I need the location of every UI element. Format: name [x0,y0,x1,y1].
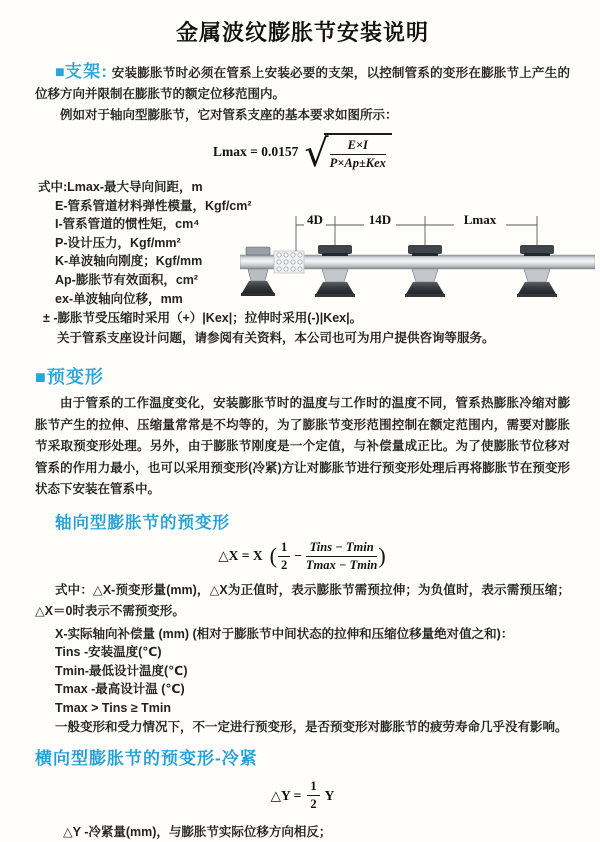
dim-label-4d: 4D [307,212,323,227]
dim-label-14d: 14D [368,212,392,227]
one-half-denominator: 2 [280,557,288,572]
support-example-line: 例如对于轴向型膨胀节，它对管系支座的基本要求如图所示： [60,108,398,122]
axial-subheading: 轴向型膨胀节的预变形 [55,513,230,532]
axial-def-line: Tmax -最高设计温 (℃) [55,682,185,697]
consulting-note: 关于管系支座设计问题，请参阅有关资料，本公司也可为用户提供咨询等服务。 [57,331,495,346]
lateral-subheading: 横向型膨胀节的预变形-冷紧 [35,749,258,769]
page-title: 金属波纹膨胀节安装说明 [175,20,429,45]
lateral-fraction-numerator: 1 [307,779,319,796]
lmax-formula [213,131,392,175]
lmax-fraction-numerator: E×I [330,138,386,155]
where-line: 式中:Lmax-最大导向间距，m [38,180,203,194]
one-half-numerator: 1 [278,540,290,557]
lateral-formula [271,779,335,812]
axial-explanation: 式中：△X-预变形量(mm)，△X为正值时，表示膨胀节需预拉伸；为负值时，表示需预压缩；△X＝0时表示不需预变形。 [35,582,570,619]
lateral-fraction-denominator: 2 [310,797,317,812]
axial-def-line: 一般变形和受力情况下，不一定进行预变形，是否预变形对膨胀节的疲劳寿命几乎没有影响。 [55,719,568,734]
where-line: I-管系管道的惯性矩，cm⁴ [55,217,200,232]
dim-label-lmax: Lmax [463,212,497,227]
support-paragraph [35,61,570,105]
open-paren: ( [269,543,277,569]
pipe-support-diagram [240,209,595,306]
axial-formula [218,540,386,573]
where-line: Ap-膨胀节有效面积，cm² [55,272,199,287]
temperature-fraction-numerator: Tins − Tmin [306,540,377,557]
bellows-expansion-joint [274,251,304,273]
axial-definitions [35,625,570,737]
where-line: ex-单波轴向位移，mm [55,291,183,306]
axial-formula-row [35,540,570,573]
axial-def-line: Tmin-最低设计温度(℃) [55,663,188,678]
axial-def-line: Tins -安装温度(℃) [55,645,162,660]
square-bullet-icon: ■ [35,367,47,388]
axial-formula-lhs: △X = X [218,548,263,564]
lateral-formula-row [35,779,570,812]
axial-def-line: X-实际轴向补偿量 (mm) (相对于膨胀节中间状态的拉伸和压缩位移量绝对值之和)： [55,626,514,641]
axial-def-line: Tmax > Tins ≥ Tmin [55,701,172,716]
support-heading-label: 支架: [64,62,109,81]
minus-operator: − [294,548,302,564]
radical-icon: √ [304,131,329,175]
anchor-support [241,247,275,296]
support-intro-text: 安装膨胀节时必须在管系上安装必要的支架，以控制管系的变形在膨胀节上产生的位移方向并限制在膨胀节的额定位移范围内。 [35,66,570,101]
lmax-formula-lhs: Lmax = 0.0157 [213,144,299,159]
definitions-and-diagram [35,178,570,349]
plus-minus-note: ± -膨胀节受压缩时采用（+）|Kex|；拉伸时采用(-)|Kex|。 [43,311,363,326]
lmax-fraction-denominator: P×Ap±Kex [329,156,386,170]
support-heading [55,62,108,81]
predeform-heading [35,363,570,389]
lateral-formula-rhs: Y [324,787,335,803]
lmax-radicand [324,133,392,171]
lmax-formula-row [35,131,570,175]
close-paren: ) [378,543,386,569]
guide-support [405,245,445,297]
temperature-fraction-denominator: Tmax − Tmin [305,557,378,572]
square-bullet-icon: ■ [55,64,65,81]
lmax-fraction [330,138,386,171]
where-line: K-单波轴向刚度；Kgf/mm [55,254,203,269]
predeform-heading-label: 预变形 [46,367,104,388]
lateral-one-half-fraction [307,779,319,812]
guide-support [315,245,355,297]
predeform-body: 由于管系的工作温度变化，安装膨胀节时的温度与工作时的温度不同，管系热膨胀冷缩对膨胀节产生的拉伸、压缩量常常是不均等的，为了膨胀节变形范围控制在额定范围内，需要对膨胀节采取预变形处理。另外，由于膨胀节刚度是一个定值，与补偿量成正比。为了使膨胀节位移对管系的作用力最小，也可以采用预变形(冷紧)方让对膨胀节进行预变形处理后再将膨胀节在预变形状态下安装在管系中。 [35,396,570,497]
cold-tightening-note: △Y -冷紧量(mm)，与膨胀节实际位移方向相反； [63,825,332,840]
where-line: P-设计压力，Kgf/mm² [55,235,181,250]
lateral-formula-lhs: △Y = [270,787,302,803]
where-line: E-管系管道材料弹性模量，Kgf/cm² [55,198,252,213]
one-half-fraction [278,540,290,573]
temperature-fraction [306,540,377,573]
guide-support [517,245,557,297]
